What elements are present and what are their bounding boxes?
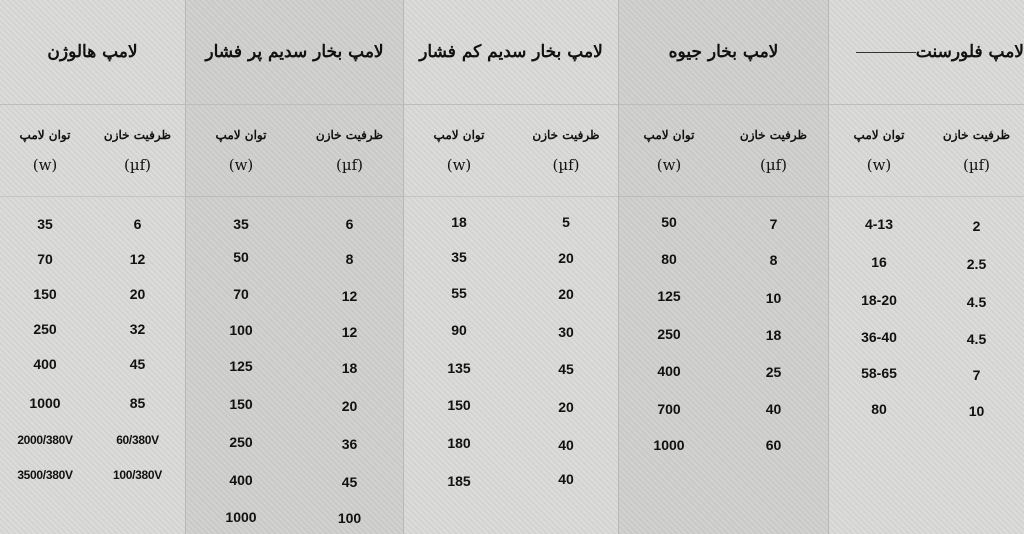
- table-cell: 40: [558, 471, 574, 487]
- table-cell: 250: [33, 321, 57, 337]
- column-power: [404, 104, 514, 534]
- group-title: لامپ بخار جیوه: [619, 0, 828, 105]
- column-header: توان لامپ: [19, 128, 71, 142]
- column-capacitance: [514, 104, 618, 534]
- column-power: [829, 104, 929, 534]
- table-cell: 12: [341, 324, 358, 340]
- table-cell: 100: [337, 510, 362, 526]
- table-cell: 5: [562, 214, 570, 230]
- table-cell: 250: [657, 326, 681, 342]
- table-cell: 2: [972, 218, 981, 234]
- table-cell: 8: [769, 252, 778, 268]
- group-high-pressure-sodium: [186, 0, 403, 534]
- column-header: توان لامپ: [643, 128, 695, 142]
- table-cell: 400: [229, 472, 253, 488]
- table-cell: 35: [37, 216, 53, 232]
- column-capacitance: [719, 104, 828, 534]
- table-cell: 60/380V: [116, 433, 159, 447]
- column-unit: (w): [228, 156, 254, 174]
- table-cell: 32: [129, 321, 146, 337]
- table-cell: 1000: [225, 509, 257, 525]
- table-cell: 20: [129, 286, 146, 302]
- column-header: توان لامپ: [433, 128, 485, 142]
- table-cell: 2000/380V: [17, 433, 73, 447]
- table-cell: 20: [341, 398, 358, 414]
- column-header: ظرفیت خازن: [942, 128, 1011, 142]
- table-cell: 70: [233, 286, 249, 302]
- table-cell: 12: [129, 251, 146, 267]
- table-cell: 400: [33, 356, 57, 372]
- group-title: لامپ بخار سدیم کم فشار: [404, 0, 618, 105]
- table-cell: 35: [233, 216, 249, 232]
- table-cell: 40: [765, 401, 782, 417]
- table-cell: 85: [129, 395, 146, 411]
- table-cell: 7: [769, 216, 778, 232]
- table-cell: 4.5: [966, 294, 987, 310]
- group-mercury-vapor: [619, 0, 828, 534]
- table-cell: 18-20: [861, 292, 897, 308]
- table-cell: 50: [661, 214, 677, 230]
- column-unit: (µf): [552, 156, 580, 174]
- column-power: [619, 104, 719, 534]
- table-cell: 70: [37, 251, 53, 267]
- column-header: توان لامپ: [215, 128, 267, 142]
- group-fluorescent: [829, 0, 1024, 534]
- table-cell: 60: [765, 437, 782, 453]
- table-cell: 3500/380V: [17, 468, 73, 482]
- table-cell: 18: [765, 327, 782, 343]
- table-cell: 18: [451, 214, 467, 230]
- group-halogen: [0, 0, 185, 534]
- column-unit: (µf): [759, 156, 787, 174]
- column-header: ظرفیت خازن: [103, 128, 172, 142]
- column-header: ظرفیت خازن: [532, 128, 600, 142]
- table-cell: 80: [871, 401, 887, 417]
- group-title: لامپ فلورسنت: [915, 42, 1024, 62]
- table-cell: 18: [341, 360, 358, 376]
- table-cell: 36: [341, 436, 358, 452]
- table-cell: 700: [657, 401, 681, 417]
- column-power: [0, 104, 90, 534]
- table-cell: 35: [451, 249, 467, 265]
- group-title: لامپ هالوژن: [0, 0, 185, 105]
- column-unit: (µf): [962, 156, 990, 174]
- table-cell: 4-13: [864, 216, 894, 232]
- table-cell: 185: [447, 473, 471, 489]
- table-cell: 4.5: [966, 331, 987, 347]
- column-unit: (w): [446, 156, 472, 174]
- column-unit: (µf): [123, 156, 151, 174]
- table-cell: 1000: [29, 395, 61, 411]
- column-unit: (w): [866, 156, 892, 174]
- table-cell: 7: [972, 367, 981, 383]
- column-header: توان لامپ: [853, 128, 905, 142]
- table-cell: 1000: [653, 437, 685, 453]
- column-unit: (µf): [335, 156, 363, 174]
- table-cell: 10: [968, 403, 985, 419]
- column-power: [186, 104, 296, 534]
- table-cell: 90: [451, 322, 467, 338]
- table-cell: 45: [129, 356, 146, 372]
- group-low-pressure-sodium: [404, 0, 618, 534]
- table-cell: 100: [229, 322, 253, 338]
- column-header: ظرفیت خازن: [739, 128, 808, 142]
- table-cell: 20: [558, 286, 574, 302]
- table-cell: 16: [871, 254, 887, 270]
- table-cell: 180: [447, 435, 471, 451]
- table-cell: 6: [133, 216, 142, 232]
- group-title-wrap: [829, 0, 1024, 105]
- table-cell: 25: [765, 364, 782, 380]
- table-cell: 80: [661, 251, 677, 267]
- column-capacitance: [296, 104, 403, 534]
- table-cell: 400: [657, 363, 681, 379]
- table-cell: 45: [558, 361, 574, 377]
- table-cell: 20: [558, 399, 574, 415]
- table-cell: 8: [345, 251, 354, 267]
- table-cell: 50: [233, 249, 249, 265]
- column-capacitance: [929, 104, 1024, 534]
- table-cell: 150: [447, 397, 471, 413]
- column-unit: (w): [32, 156, 58, 174]
- table-cell: 6: [345, 216, 354, 232]
- table-cell: 150: [33, 286, 57, 302]
- group-title: لامپ بخار سدیم پر فشار: [186, 0, 403, 105]
- table-cell: 12: [341, 288, 358, 304]
- table-cell: 45: [341, 474, 358, 490]
- table-cell: 150: [229, 396, 253, 412]
- table-cell: 58-65: [861, 365, 897, 381]
- table-cell: 125: [229, 358, 253, 374]
- table-cell: 2.5: [966, 256, 987, 272]
- table-cell: 125: [657, 288, 681, 304]
- table-cell: 20: [558, 250, 574, 266]
- column-header: ظرفیت خازن: [315, 128, 384, 142]
- column-capacitance: [90, 104, 185, 534]
- table-cell: 36-40: [861, 329, 897, 345]
- table-cell: 135: [447, 360, 471, 376]
- table-cell: 30: [558, 324, 574, 340]
- table-cell: 100/380V: [113, 468, 162, 482]
- title-rule: [856, 52, 916, 53]
- table-cell: 40: [558, 437, 574, 453]
- column-unit: (w): [656, 156, 682, 174]
- table-cell: 250: [229, 434, 253, 450]
- table-cell: 10: [765, 290, 782, 306]
- table-cell: 55: [451, 285, 467, 301]
